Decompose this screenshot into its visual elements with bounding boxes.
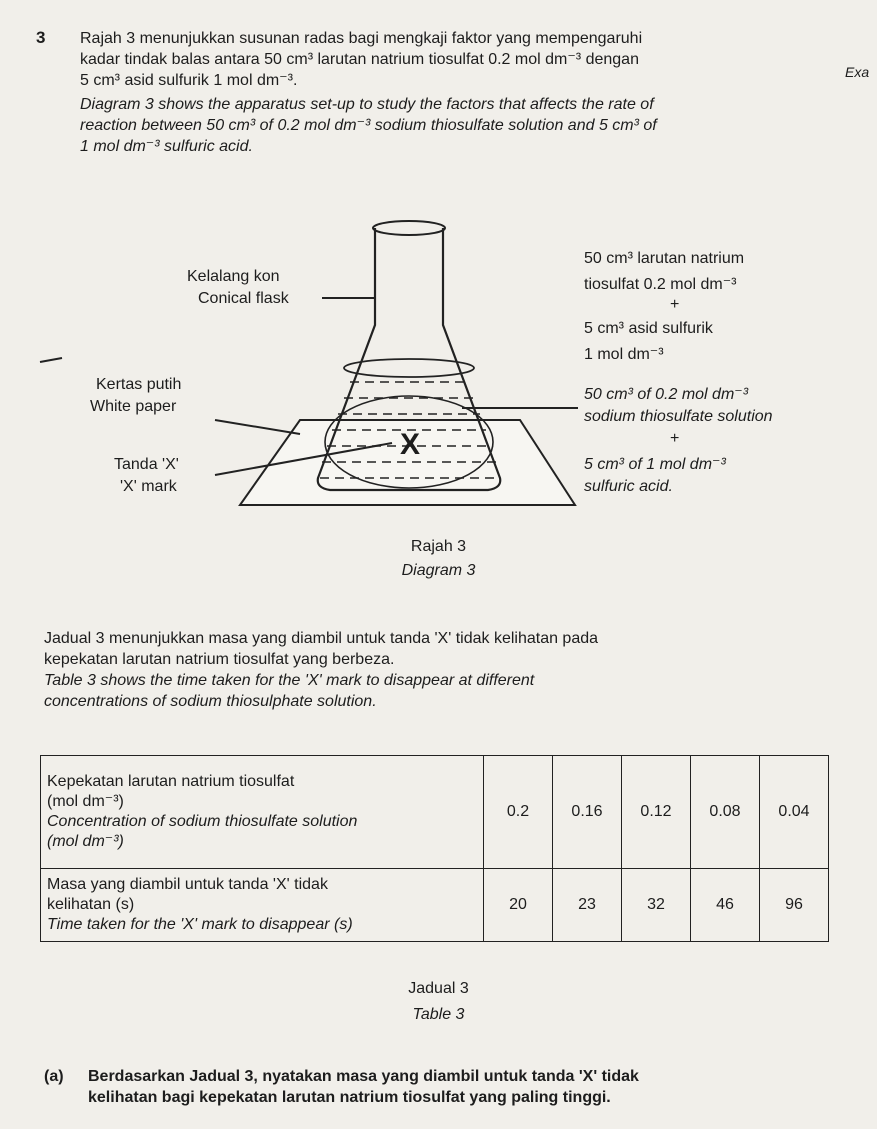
x-mark-symbol: X [400,428,421,461]
para2-en-line: Table 3 shows the time taken for the 'X' mark to disappear at different [44,672,535,689]
part-a-line: kelihatan bagi kepekatan larutan natrium tiosulfat yang paling tinggi. [88,1089,611,1106]
contents-en-line: 50 cm³ of 0.2 mol dm⁻³ [584,386,749,403]
table-caption-en: Table 3 [412,1006,465,1023]
header-ms-line: Masa yang diambil untuk tanda 'X' tidak [47,876,328,893]
time-cell: 96 [760,869,829,942]
intro-en-line: Diagram 3 shows the apparatus set-up to study the factors that affects the rate of [80,96,654,113]
part-a-line: Berdasarkan Jadual 3, nyatakan masa yang diambil untuk tanda 'X' tidak [88,1068,639,1085]
contents-en-line: 5 cm³ of 1 mol dm⁻³ [584,456,726,473]
time-cell: 32 [622,869,691,942]
header-en-line: (mol dm⁻³) [47,833,124,850]
contents-en-line: sulfuric acid. [584,478,673,495]
time-header [41,869,484,942]
concentration-header [41,756,484,869]
question-intro [80,28,820,157]
time-cell: 23 [553,869,622,942]
header-ms-line: (mol dm⁻³) [47,793,124,810]
mark-label-ms: Tanda 'X' [114,456,179,473]
question-number: 3 [36,28,46,47]
table-intro [44,628,824,712]
concentration-cell: 0.08 [691,756,760,869]
diagram-caption-ms: Rajah 3 [410,538,467,555]
header-en-line: Concentration of sodium thiosulfate solution [47,813,358,830]
liquid-surface [344,359,474,377]
mark-label-en: 'X' mark [120,478,177,495]
concentration-cell: 0.12 [622,756,691,869]
results-table [40,755,829,942]
flask-label-ms: Kelalang kon [187,268,280,285]
para2-en-line: concentrations of sodium thiosulphate solution. [44,693,377,710]
apparatus-diagram [0,210,877,590]
part-a-label: (a) [44,1068,64,1085]
intro-ms-line: 5 cm³ asid sulfurik 1 mol dm⁻³. [80,72,298,89]
diagram-caption-en: Diagram 3 [401,562,476,579]
intro-ms-line: kadar tindak balas antara 50 cm³ larutan natrium tiosulfat 0.2 mol dm⁻³ dengan [80,51,639,68]
contents-ms-line: 1 mol dm⁻³ [584,346,664,363]
contents-en-line: + [670,430,680,447]
intro-ms-line: Rajah 3 menunjukkan susunan radas bagi mengkaji faktor yang mempengaruhi [80,30,643,47]
contents-en-line: sodium thiosulfate solution [584,408,773,425]
intro-en-line: 1 mol dm⁻³ sulfuric acid. [80,138,253,155]
contents-ms-line: + [670,296,680,313]
concentration-cell: 0.2 [484,756,553,869]
table-row [41,756,829,869]
header-ms-line: kelihatan (s) [47,896,135,913]
paper-leader-line [215,420,300,434]
examiner-margin-label: Exa [845,64,870,80]
contents-ms-line: 5 cm³ asid sulfurik [584,320,713,337]
para2-ms-line: kepekatan larutan natrium tiosulfat yang berbeza. [44,651,395,668]
paper-label-ms: Kertas putih [96,376,182,393]
table-row [41,869,829,942]
para2-ms-line: Jadual 3 menunjukkan masa yang diambil untuk tanda 'X' tidak kelihatan pada [44,630,599,647]
time-cell: 46 [691,869,760,942]
concentration-cell: 0.16 [553,756,622,869]
stray-mark [40,358,62,362]
contents-ms-line: 50 cm³ larutan natrium [584,250,745,267]
time-cell: 20 [484,869,553,942]
paper-label-en: White paper [90,398,177,415]
contents-ms-line: tiosulfat 0.2 mol dm⁻³ [584,276,737,293]
concentration-cell: 0.04 [760,756,829,869]
intro-en-line: reaction between 50 cm³ of 0.2 mol dm⁻³ sodium thiosulfate solution and 5 cm³ of [80,117,657,134]
flask-label-en: Conical flask [198,290,289,307]
flask-mouth [373,221,445,235]
header-ms-line: Kepekatan larutan natrium tiosulfat [47,773,295,790]
table-caption-ms: Jadual 3 [408,980,469,997]
header-en-line: Time taken for the 'X' mark to disappear (s) [47,916,353,933]
